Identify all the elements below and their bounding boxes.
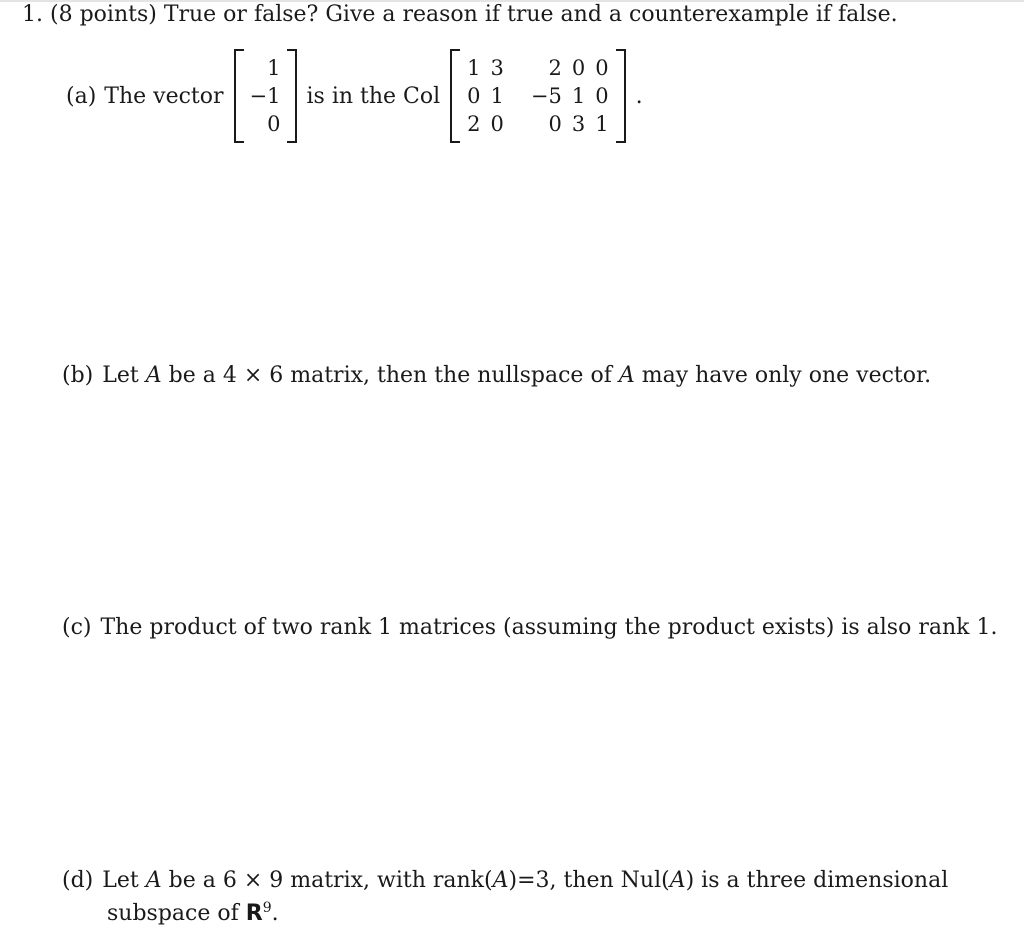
- part-a: [62, 46, 647, 146]
- matrix-entry: 2: [548, 56, 562, 80]
- matrix-variable: A: [145, 868, 162, 893]
- matrix-entry: 3: [490, 56, 504, 80]
- part-d-text-4: ) is a three dimensional: [685, 868, 949, 893]
- part-c-text: The product of two rank 1 matrices (assuming the product exists) is also rank 1.: [100, 615, 998, 640]
- matrix-variable: A: [669, 868, 686, 893]
- coefficient-matrix: [450, 49, 625, 143]
- part-d-period: .: [271, 901, 279, 926]
- matrix-entry: 3: [571, 112, 586, 136]
- vector-entry: −1: [249, 84, 281, 108]
- part-b: [62, 365, 931, 387]
- matrix-entry: 1: [490, 84, 504, 108]
- matrix-variable: A: [492, 868, 509, 893]
- part-d-text-3: )=3, then Nul(: [508, 868, 670, 893]
- vector-entry: 0: [267, 112, 281, 136]
- matrix-variable: A: [145, 363, 162, 388]
- part-d-text-1: Let: [102, 868, 139, 893]
- part-a-period: .: [635, 83, 643, 109]
- part-d: [62, 870, 948, 892]
- dimension-exponent: 9: [262, 900, 272, 916]
- matrix-entry: −5: [530, 84, 562, 108]
- part-a-prefix: The vector: [104, 83, 224, 109]
- real-numbers-symbol: R: [245, 901, 263, 926]
- problem-instructions: (8 points) True or false? Give a reason if true and a counterexample if false.: [50, 2, 898, 27]
- matrix-entry: 0: [490, 112, 504, 136]
- part-d-line-2: [107, 901, 279, 925]
- matrix-variable: A: [618, 363, 635, 388]
- part-b-label: (b): [62, 363, 94, 388]
- problem-number: 1.: [22, 2, 43, 27]
- matrix-entry: 0: [571, 56, 586, 80]
- part-d-line2-text: subspace of: [107, 901, 239, 926]
- problem-heading: [22, 4, 898, 26]
- part-d-label: (d): [62, 868, 94, 893]
- part-b-text-1: Let: [102, 363, 139, 388]
- part-c: [62, 617, 997, 639]
- vector-entry: 1: [267, 56, 281, 80]
- matrix-entry: 0: [595, 84, 609, 108]
- part-a-label: (a): [66, 83, 97, 109]
- vector: [234, 49, 297, 143]
- part-c-label: (c): [62, 615, 92, 640]
- part-b-text-3: may have only one vector.: [641, 363, 932, 388]
- matrix-entry: 0: [467, 84, 481, 108]
- matrix-entry: 2: [467, 112, 481, 136]
- part-a-middle: is in the Col: [306, 83, 441, 109]
- matrix-entry: 0: [548, 112, 562, 136]
- matrix-entry: 1: [571, 84, 586, 108]
- matrix-entry: 1: [467, 56, 481, 80]
- part-b-text-2: be a 4 × 6 matrix, then the nullspace of: [168, 363, 612, 388]
- part-d-text-2: be a 6 × 9 matrix, with rank(: [168, 868, 493, 893]
- matrix-entry: 0: [595, 56, 609, 80]
- matrix-entry: 1: [595, 112, 609, 136]
